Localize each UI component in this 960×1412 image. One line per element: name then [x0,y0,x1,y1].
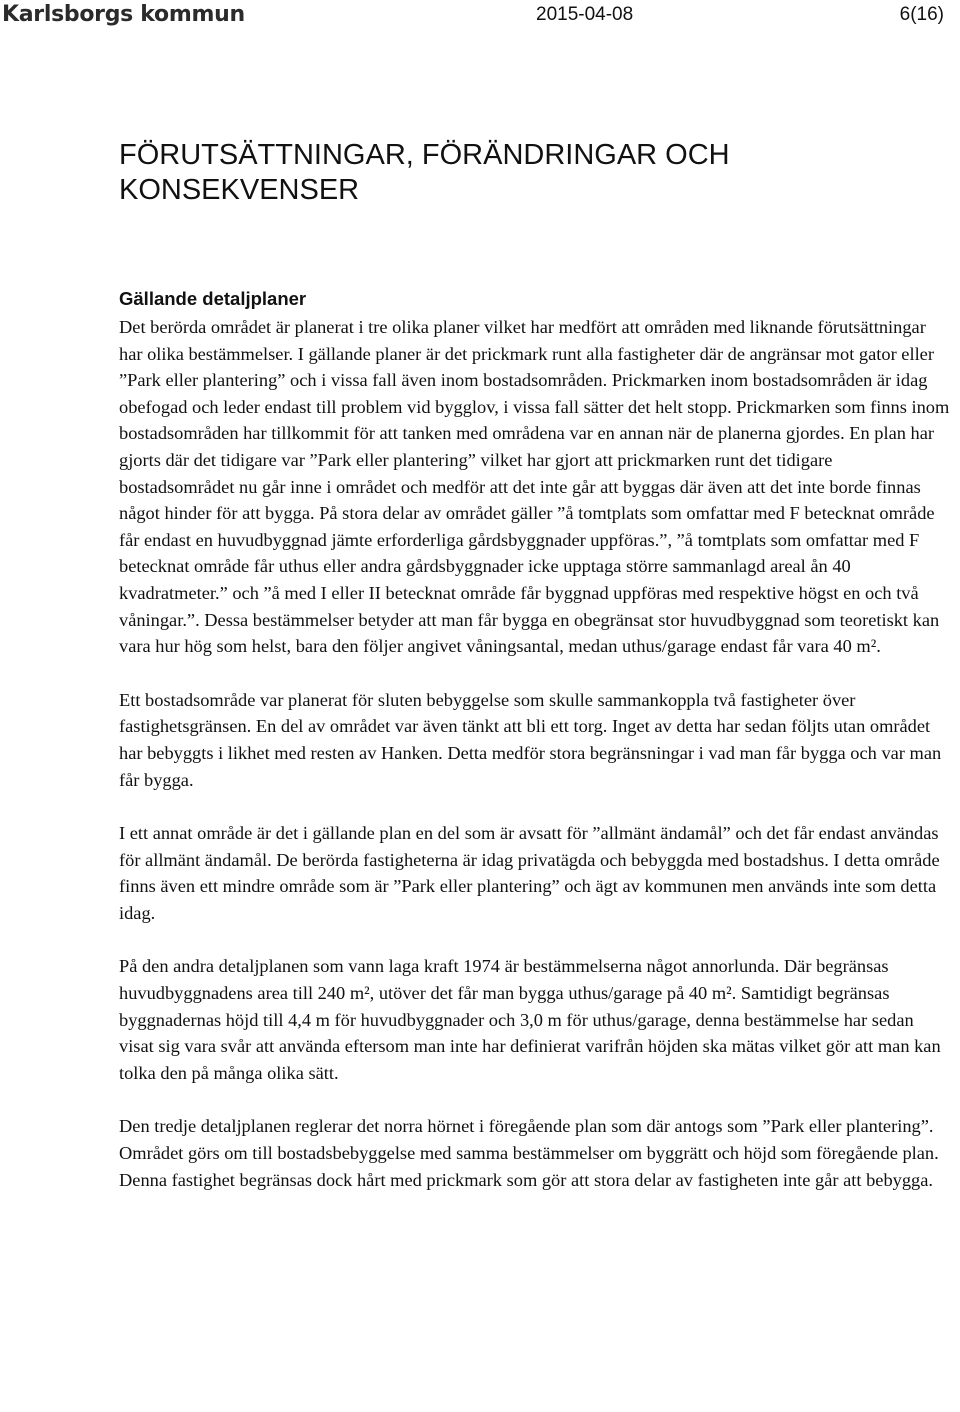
document-body [119,138,951,1193]
page-header [0,0,960,34]
paragraph-5: Den tredje detaljplanen reglerar det norra hörnet i föregående plan som där antogs som ”Park eller plantering”. Området görs om till bostadsbebyggelse med samma bestämmelser om byggrätt och höjd som föregående plan. Denna fastighet begränsas dock hårt med prickmark som gör att stora delar av fastigheten inte går att bebygga. [119,1116,939,1190]
page-number: 6(16) [899,4,944,25]
paragraph-1: Det berörda området är planerat i tre olika planer vilket har medfört att områden med liknande förutsättningar har olika bestämmelser. I gällande planer är det prickmark runt alla fastigheter där de angränsar mot gator eller ”Park eller plantering” och i vissa fall även inom bostadsområden. Prickmarken inom bostadsområden är idag obefogad och leder endast till problem vid bygglov, i vissa fall sätter det helt stopp. Prickmarken som finns inom bostadsområden har tillkommit för att tanken med områdena var en annan när de planerna gjordes. En plan har gjorts där det tidigare var ”Park eller plantering” vilket har gjort att prickmarken runt det tidigare bostadsområdet nu går inne i området och medför att det inte går att byggas där även att det inte borde finnas något hinder för att bygga. På stora delar av området gäller ”å tomtplats som omfattar med F betecknat område får endast en huvudbyggnad jämte erforderliga gårdsbyggnader uppföras.”, ”å tomtplats som omfattar med F betecknat område får uthus eller andra gårdsbyggnader icke upptaga större sammanlagd areal ån 40 kvadratmeter.” och ”å med I eller II betecknat område får byggnad uppföras med respektive högst en och två våningar.”. Dessa bestämmelser betyder att man får bygga en obegränsat stor huvudbyggnad som teoretiskt kan vara hur hög som helst, bara den följer angivet våningsantal, medan uthus/garage endast får vara 40 m². [119,317,950,657]
section-heading: Gällande detaljplaner [119,288,307,309]
paragraph-2: Ett bostadsområde var planerat för sluten bebyggelse som skulle sammankoppla två fastigheter över fastighetsgränsen. En del av området var även tänkt att bli ett torg. Inget av detta har sedan följts utan området har bebyggts i likhet med resten av Hanken. Detta medför stora begränsningar i vad man får bygga och var man får bygga. [119,689,942,790]
paragraph-3: I ett annat område är det i gällande plan en del som är avsatt för ”allmänt ändamål” och det får endast användas för allmänt ändamål. De berörda fastigheterna är idag privatägda och bebyggda med bostadshus. I detta område finns även ett mindre område som är ”Park eller plantering” och ägt av kommunen men används inte som detta idag. [119,823,940,923]
document-date: 2015-04-08 [536,4,634,25]
paragraph-4: På den andra detaljplanen som vann laga kraft 1974 är bestämmelserna något annorlunda. Där begränsas huvudbyggnadens area till 240 m², utöver det får man bygga uthus/garage på 40 m². Samtidigt begränsas byggnadernas höjd till 4,4 m för huvudbyggnader och 3,0 m för uthus/garage, denna bestämmelse har sedan visat sig vara svår att använda eftersom man inte har definierat varifrån höjden ska mätas vilket gör att man kan tolka den på många olika sätt. [119,956,941,1083]
municipality-logo: Karlsborgs kommun [2,2,245,27]
document-title: FÖRUTSÄTTNINGAR, FÖRÄNDRINGAR OCH KONSEKVENSER [119,139,730,206]
